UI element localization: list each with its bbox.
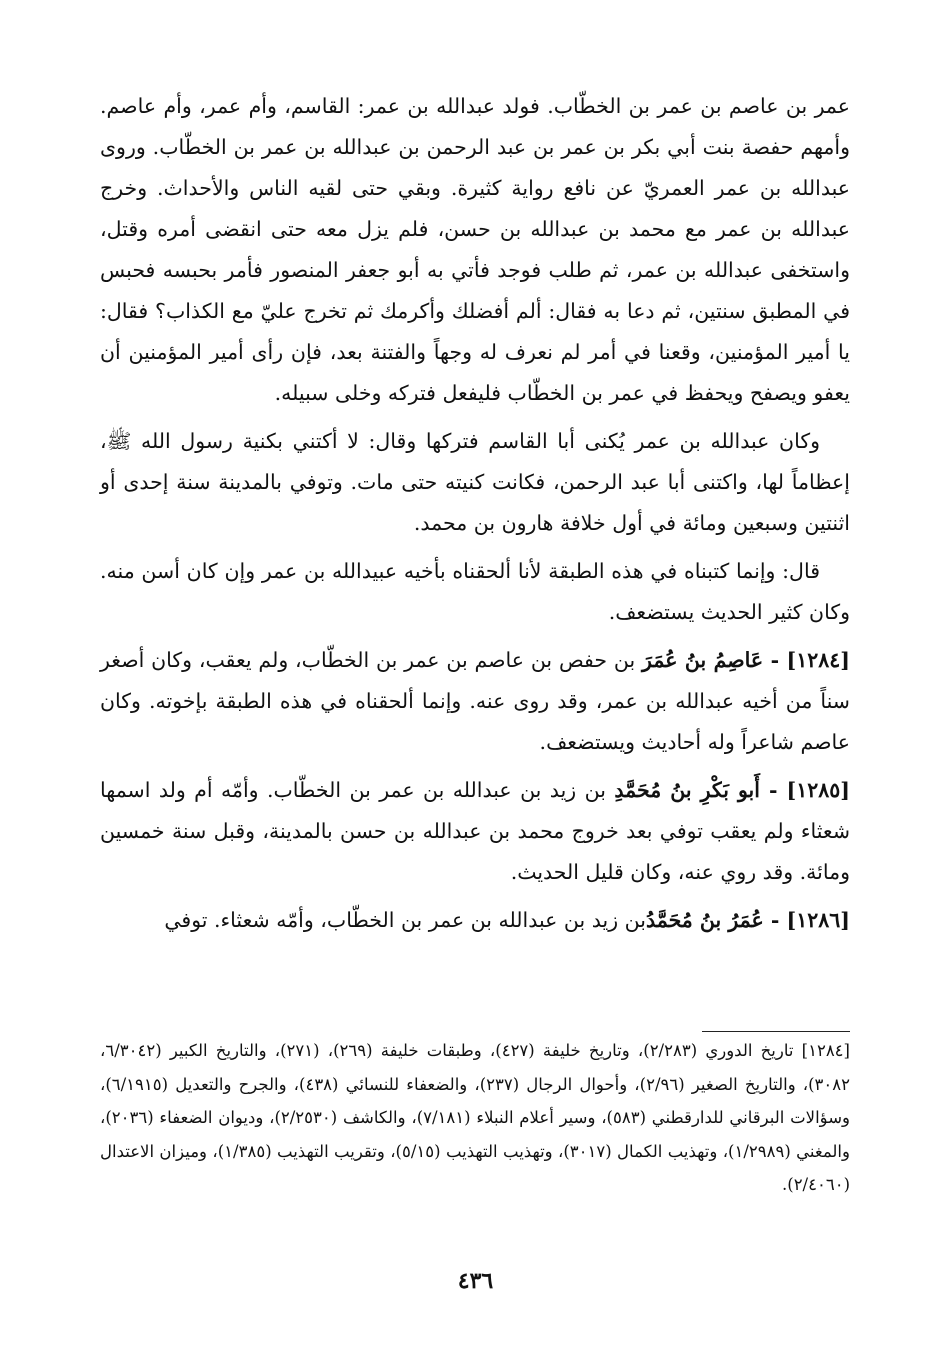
footnote-1284: [١٢٨٤] تاريخ الدوري (٢/٢٨٣)، وتاريخ خليفة (٤٢٧)، وطبقات خليفة (٢٦٩)، (٢٧١)، والتاريخ الكبير (٦/٣٠٤٢، ٣٠٨٢)، والتاريخ الصغير (٢/٩٦)، وأحوال الرجال (٢٣٧)، والضعفاء للنسائي (٤٣٨)، والجرح والتعديل (٦/١٩١٥)، وسؤالات البرقاني للدارقطني (٥٨٣)، وسير أعلام النبلاء (٧/١٨١)، والكاشف (٢/٢٥٣٠)، وديوان الضعفاء (٢٠٣٦)، والمغني (١/٢٩٨٩)، وتهذيب الكمال (٣٠١٧)، وتهذيب التهذيب (٥/١٥)، وتقريب التهذيب (١/٣٨٥)، وميزان الاعتدال (٢/٤٠٦٠).: [100, 1041, 850, 1194]
paragraph-3: قال: وإنما كتبناه في هذه الطبقة لأنا ألحقناه بأخيه عبيدالله بن عمر وإن كان أسن منه. وكان كثير الحديث يستضعف.: [100, 559, 850, 624]
entry-1286-heading: [١٢٨٦] - عُمَرُ بنُ مُحَمَّدُ: [645, 908, 850, 932]
entry-1285: [100, 770, 850, 893]
footnotes: [100, 1034, 850, 1202]
footnote-divider: [702, 1031, 850, 1032]
entry-1285-heading: [١٢٨٥] - أَبو بَكْرِ بنُ مُحَمَّدِ: [614, 778, 850, 802]
entry-1284: [100, 640, 850, 763]
page-number: ٤٣٦: [457, 1268, 494, 1294]
entry-1284-text: بن حفص بن عاصم بن عمر بن الخطّاب، ولم يعقب، وكان أصغر سناً من أخيه عبدالله بن عمر، وقد روى عنه. وإنما ألحقناه في هذه الطبقة بإخوته. وكان عاصم شاعراً وله أحاديث ويستضعف.: [100, 648, 850, 754]
entry-1286: [100, 900, 850, 941]
entry-1286-text: بن زيد بن عبدالله بن عمر بن الخطّاب، وأمّه شعثاء. توفي: [164, 908, 646, 932]
paragraph-1: عمر بن عاصم بن عمر بن الخطّاب. فولد عبدالله بن عمر: القاسم، وأم عمر، وأم عاصم. وأمهم حفصة بنت أبي بكر بن عمر بن عبد الرحمن بن عبدالله بن عمر بن الخطّاب. وروى عبدالله بن عمر العمريّ عن نافع رواية كثيرة. وبقي حتى لقيه الناس والأحداث. وخرج عبدالله بن عمر مع محمد بن عبدالله بن حسن، فلم يزل معه حتى انقضى أمره وقتل، واستخفى عبدالله بن عمر، ثم طلب فوجد فأتي به أبو جعفر المنصور فأمر بحبسه فحبس في المطبق سنتين، ثم دعا به فقال: ألم أفضلك وأكرمك ثم تخرج عليّ مع الكذاب؟ فقال: يا أمير المؤمنين، وقعنا في أمر لم نعرف له وجهاً والفتنة بعد، فإن رأى أمير المؤمنين أن يعفو ويصفح ويحفظ في عمر بن الخطّاب فليفعل فتركه وخلى سبيله.: [100, 94, 850, 405]
entry-1285-text: بن زيد بن عبدالله بن عمر بن الخطّاب. وأمّه أم ولد اسمها شعثاء ولم يعقب توفي بعد خروج محمد بن عبدالله بن حسن بالمدينة، وقبل سنة خمسين ومائة. وقد روي عنه، وكان قليل الحديث.: [100, 778, 850, 884]
main-text: [100, 86, 850, 941]
paragraph-2: وكان عبدالله بن عمر يُكنى أبا القاسم فتركها وقال: لا أكتني بكنية رسول الله ﷺ، إعظاماً لها، واكتنى أبا عبد الرحمن، فكانت كنيته حتى مات. وتوفي بالمدينة سنة إحدى أو اثنتين وسبعين ومائة في أول خلافة هارون بن محمد.: [100, 429, 850, 535]
entry-1284-heading: [١٢٨٤] - عَاصِمُ بنُ عُمَرَ: [642, 648, 850, 672]
